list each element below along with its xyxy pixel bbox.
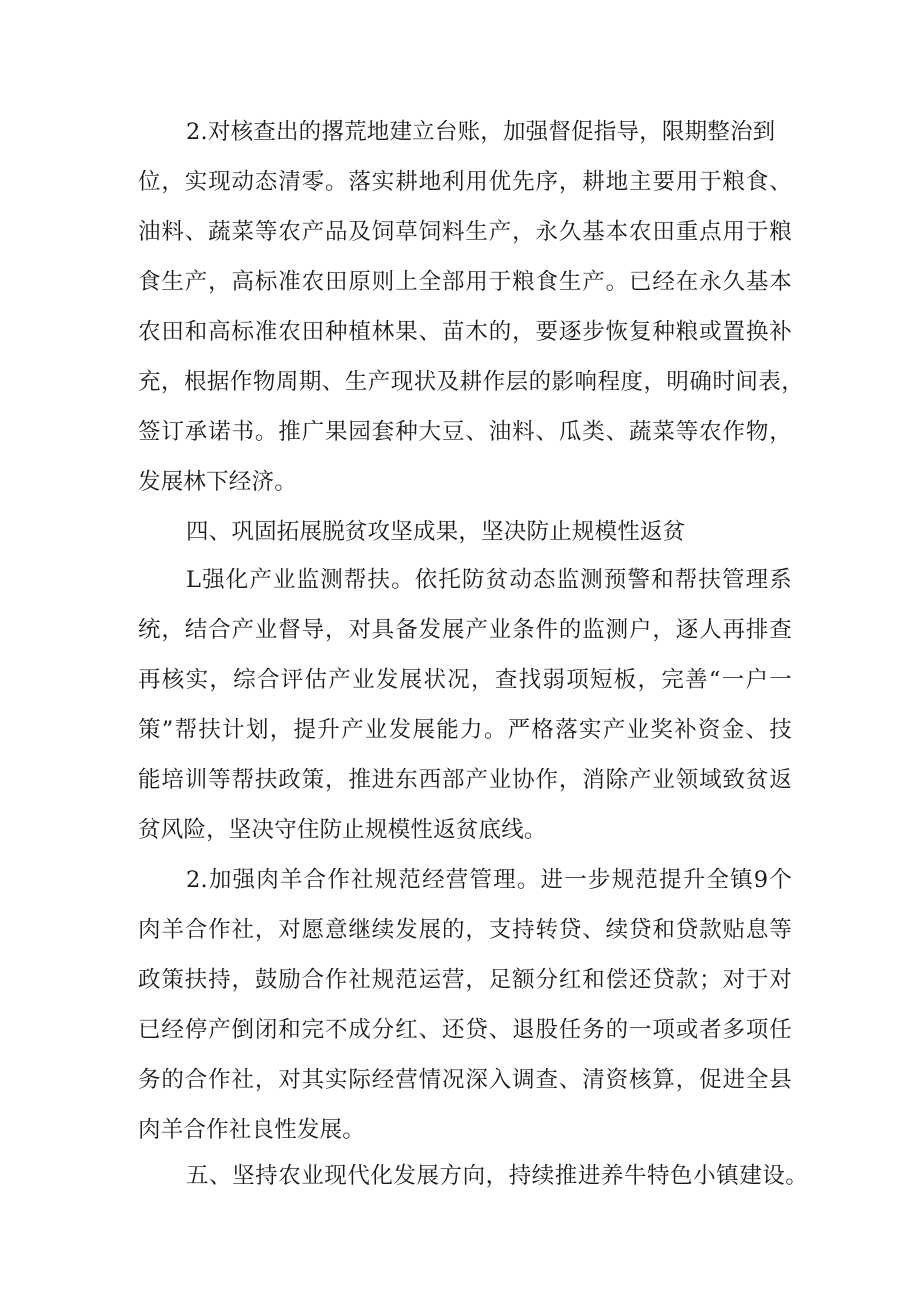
text-line: 油料、蔬菜等农产品及饲草饲料生产，永久基本农田重点用于粮 [138, 219, 792, 245]
section-heading-4: 四、巩固拓展脱贫攻坚成果，坚决防止规模性返贫 [186, 519, 686, 545]
text-line: 2.加强肉羊合作社规范经营管理。进一步规范提升全镇9个 [186, 867, 792, 893]
text-line: 2.对核查出的撂荒地建立台账，加强督促指导，限期整治到 [186, 119, 776, 145]
text-line: 能培训等帮扶政策，推进东西部产业协作，消除产业领域致贫返 [138, 767, 792, 793]
text-line: 务的合作社，对其实际经营情况深入调查、清资核算，促进全县 [138, 1067, 792, 1093]
text-line: 签订承诺书。推广果园套种大豆、油料、瓜类、蔬菜等农作物， [138, 419, 792, 445]
text-line: 再核实，综合评估产业发展状况，查找弱项短板，完善“一户一 [138, 667, 792, 693]
text-line: 农田和高标准农田种植林果、苗木的，要逐步恢复种粮或置换补 [138, 319, 792, 345]
text-line: 发展林下经济。 [138, 469, 297, 495]
text-line: 充，根据作物周期、生产现状及耕作层的影响程度，明确时间表， [138, 369, 804, 395]
text-line: 食生产，高标准农田原则上全部用于粮食生产。已经在永久基本 [138, 269, 792, 295]
text-line: 贫风险，坚决守住防止规模性返贫底线。 [138, 817, 547, 843]
text-line: 已经停产倒闭和完不成分红、还贷、退股任务的一项或者多项任 [138, 1017, 792, 1043]
section-heading-5: 五、坚持农业现代化发展方向，持续推进养牛特色小镇建设。 [186, 1163, 808, 1189]
text-line: 位，实现动态清零。落实耕地利用优先序，耕地主要用于粮食、 [138, 169, 792, 195]
text-line: 统，结合产业督导，对具备发展产业条件的监测户，逐人再排查 [138, 617, 792, 643]
text-line: 政策扶持，鼓励合作社规范运营，足额分红和偿还贷款；对于对 [138, 967, 792, 993]
text-line: 肉羊合作社良性发展。 [138, 1117, 366, 1143]
text-line: L强化产业监测帮扶。依托防贫动态监测预警和帮扶管理系 [186, 567, 792, 593]
text-line: 策”帮扶计划，提升产业发展能力。严格落实产业奖补资金、技 [138, 717, 792, 743]
text-line: 肉羊合作社，对愿意继续发展的，支持转贷、续贷和贷款贴息等 [138, 917, 792, 943]
